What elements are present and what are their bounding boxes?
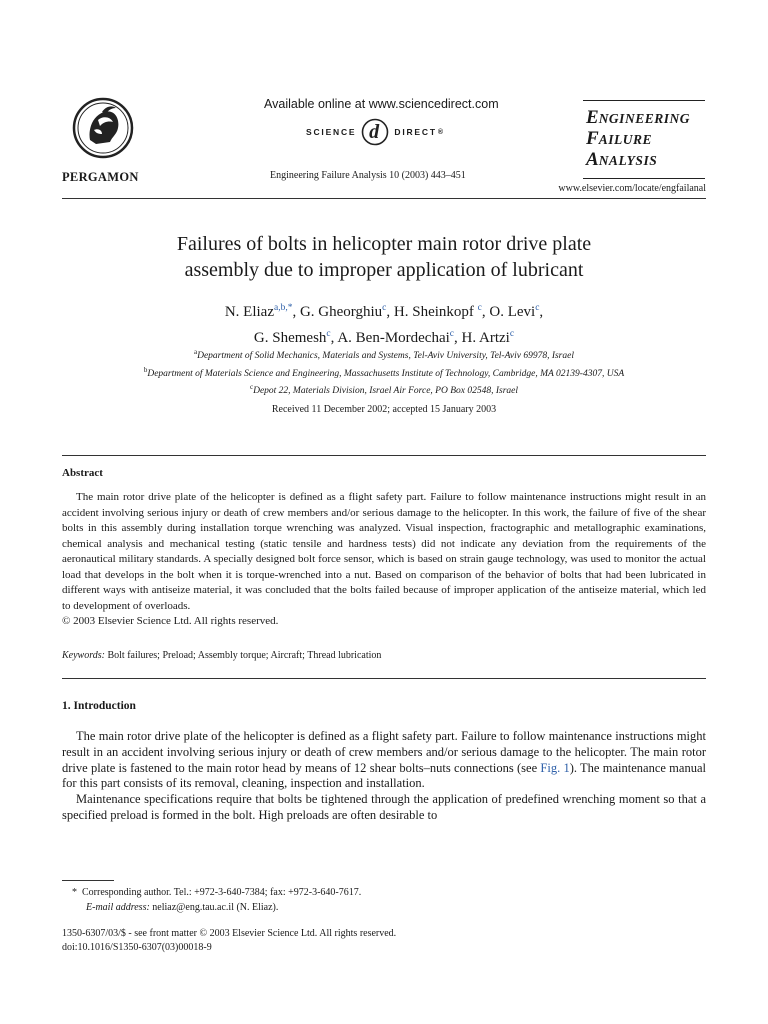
- footnote-text: Corresponding author. Tel.: +972-3-640-7384; fax: +972-3-640-7617.: [82, 887, 362, 898]
- author-name: O. Levi: [489, 304, 536, 320]
- affiliation-mark: a: [194, 348, 198, 356]
- author-affiliation-mark[interactable]: c: [326, 329, 331, 339]
- title-line: assembly due to improper application of lubricant: [184, 259, 584, 281]
- affiliation-item: [62, 346, 706, 364]
- keywords-line: [62, 650, 706, 661]
- author-affiliation-mark[interactable]: c: [535, 303, 540, 313]
- affiliation-list: [62, 346, 706, 399]
- affiliation-text: Department of Materials Science and Engineering, Massachusetts Institute of Technology, Cambridge, MA 02139-4307, USA: [147, 368, 625, 379]
- journal-title-cap: E: [586, 107, 599, 128]
- journal-title-word: NALYSIS: [598, 153, 658, 168]
- author-name: N. Eliaz: [224, 304, 274, 320]
- intro-text: ). The maintenance manual for this part consists of its removal, cleaning, inspection and installation.: [62, 760, 706, 791]
- sciencedirect-d-icon: [360, 117, 390, 147]
- figure-1-link[interactable]: Fig. 1: [540, 760, 570, 775]
- intro-paragraph: [62, 729, 706, 792]
- author-affiliation-mark[interactable]: c: [509, 329, 515, 339]
- sd-right-word: DIRECT: [394, 127, 437, 137]
- section-heading-introduction: 1. Introduction: [62, 700, 136, 712]
- abstract-copyright: © 2003 Elsevier Science Ltd. All rights reserved.: [62, 615, 279, 627]
- footnote-mark: *: [72, 887, 77, 898]
- journal-citation: Engineering Failure Analysis 10 (2003) 443–451: [270, 170, 466, 181]
- author-name: H. Sheinkopf: [393, 304, 474, 320]
- keywords-list: Bolt failures; Preload; Assembly torque; Aircraft; Thread lubrication: [107, 650, 382, 661]
- article-title: [62, 231, 706, 283]
- corresponding-author-footnote: [62, 885, 706, 915]
- introduction-body: [62, 729, 706, 824]
- author-separator: ,: [539, 304, 544, 320]
- sciencedirect-logo[interactable]: [306, 117, 445, 147]
- abstract-heading: Abstract: [62, 467, 103, 479]
- journal-rule-bottom: [583, 178, 705, 179]
- header-divider: [62, 198, 706, 199]
- author-separator: ,: [330, 330, 338, 346]
- affiliation-mark: b: [143, 365, 148, 374]
- author-affiliation-mark[interactable]: c: [477, 303, 482, 313]
- author-separator: ,: [292, 304, 300, 320]
- journal-title: [586, 108, 690, 171]
- author-affiliation-mark[interactable]: c: [382, 303, 387, 313]
- author-line: [62, 297, 706, 323]
- author-separator: ,: [386, 304, 394, 320]
- journal-rule-top: [583, 100, 705, 101]
- issn-line: 1350-6307/03/$ - see front matter © 2003 Elsevier Science Ltd. All rights reserved.: [62, 928, 397, 939]
- intro-paragraph: Maintenance specifications require that bolts be tightened through the application of predefined wrenching moment so that a specified preload is formed in the bolt. High preloads are often desirable to: [62, 792, 706, 822]
- footnote-line: [62, 885, 706, 900]
- received-dates: Received 11 December 2002; accepted 15 January 2003: [271, 404, 497, 415]
- affiliation-item: [62, 364, 706, 382]
- pergamon-logo-icon: [72, 96, 134, 160]
- affiliation-item: [62, 381, 706, 399]
- author-separator: ,: [481, 304, 490, 320]
- journal-title-cap: F: [586, 128, 599, 149]
- journal-title-word: AILURE: [598, 132, 652, 147]
- sd-registered-mark: ®: [437, 128, 445, 136]
- publisher-name: PERGAMON: [62, 170, 139, 184]
- author-name: G. Shemesh: [253, 330, 327, 346]
- abstract-bottom-divider: [62, 678, 706, 679]
- doi-line[interactable]: doi:10.1016/S1350-6307(03)00018-9: [62, 942, 212, 953]
- email-label: E-mail address:: [86, 902, 150, 913]
- author-name: G. Gheorghiu: [299, 304, 383, 320]
- author-name: A. Ben-Mordechai: [337, 330, 450, 346]
- affiliation-text: Department of Solid Mechanics, Materials and Systems, Tel-Aviv University, Tel-Aviv 69978, Israel: [197, 351, 574, 362]
- journal-title-cap: A: [586, 149, 599, 170]
- affiliation-text: Depot 22, Materials Division, Israel Air Force, PO Box 02548, Israel: [253, 386, 519, 397]
- author-affiliation-mark[interactable]: a,b,*: [273, 303, 293, 313]
- journal-title-word: NGINEERING: [598, 111, 690, 126]
- email-address-link[interactable]: neliaz@eng.tau.ac.il (N. Eliaz).: [152, 902, 279, 913]
- abstract-body: [62, 490, 706, 630]
- svg-text:d: d: [369, 121, 382, 143]
- footnote-email-line: [62, 900, 706, 915]
- journal-url-link[interactable]: www.elsevier.com/locate/engfailanal: [558, 183, 706, 194]
- keywords-label: Keywords:: [62, 650, 105, 661]
- front-matter: [62, 927, 706, 955]
- available-online-text[interactable]: Available online at www.sciencedirect.com: [264, 97, 499, 111]
- abstract-top-divider: [62, 455, 706, 456]
- author-separator: ,: [454, 330, 462, 346]
- author-name: H. Artzi: [461, 330, 510, 346]
- intro-text: The main rotor drive plate of the helicopter is defined as a flight safety part. Failure to follow maintenance instructions might result in an accident involving serious injury or death of crew members and/or serious damage to the helicopter. The main rotor drive plate is fastened to the main rotor head by means of 12 shear bolts–nuts connections (see: [62, 729, 706, 775]
- sd-left-word: SCIENCE: [306, 127, 357, 137]
- author-affiliation-mark[interactable]: c: [449, 329, 455, 339]
- abstract-text: The main rotor drive plate of the helicopter is defined as a flight safety part. Failure to follow maintenance instructions might result in an accident involving serious injury or death of crew members and/or serious damage to the helicopter. In this work, the failure of five of the shear bolts in this assembly during installation torque wrenching was analyzed. Visual inspection, fractographic and metallographic examinations, chemical analysis and mechanical testing (static tensile and hardness tests) did not indicate any deviation from the requirements of the aeronautical military standards. A specially designed bolt force sensor, which is based on strain gauge technology, was used to monitor the actual load that develops in the bolt when it is torque-wrenched into a nut. Based on comparison of the behavior of bolts that had been lubricated in different ways with antiseize material, it was concluded that the bolts failed because of improper application of the antiseize material, which led to development of overloads.: [62, 491, 706, 612]
- footnote-rule: [62, 880, 114, 881]
- affiliation-mark: c: [249, 383, 254, 392]
- title-line: Failures of bolts in helicopter main rotor drive plate: [176, 233, 592, 255]
- author-list: [62, 297, 706, 349]
